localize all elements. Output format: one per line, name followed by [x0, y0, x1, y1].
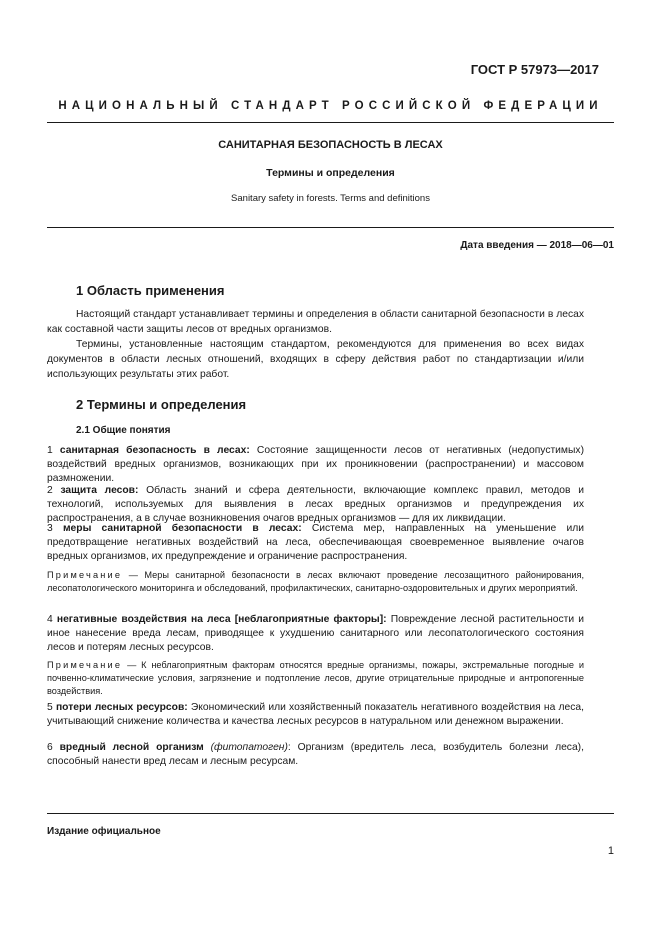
standard-title: САНИТАРНАЯ БЕЗОПАСНОСТЬ В ЛЕСАХ — [218, 139, 443, 151]
note-label: Примечание — [47, 570, 123, 580]
note-text: — К неблагоприятным факторам относятся вредные организмы, пожары, экстремальные погодные и почвенно-климатические условия, загрязнение и подтопление лесов, другие отрицательные природные и антропогенные воздействия. — [47, 660, 584, 696]
term-number: 4 — [47, 614, 53, 625]
term-entry-3 — [47, 522, 584, 564]
term-name: санитарная безопасность в лесах: — [59, 445, 250, 456]
term-definition: Состояние защищенности лесов от негативных (недопустимых) воздействий вредных организмов, возникающих при их проникновении (распространении) и массовом размножении. — [47, 445, 584, 484]
term-definition: Область знаний и сфера деятельности, включающие комплекс правил, методов и технологий, используемых для выявления в лесах вредных организмов и предупреждения их распространения, а в случае возникновения очагов вредных организмов — для их ликвидации. — [47, 485, 584, 524]
term-number: 2 — [47, 485, 53, 496]
term-definition: Система мер, направленных на уменьшение или предотвращение негативных воздействий на леса, обеспечивающая своевременное выявление очагов вредных организмов, их предупреждение и ограничение распространения. — [47, 523, 584, 562]
term-number: 3 — [47, 523, 53, 534]
term-number: 5 — [47, 702, 53, 713]
term-definition: Экономический или хозяйственный показатель негативного воздействия на леса, учитывающий снижение количества и качества лесных ресурсов в натуральном или денежном выражении. — [47, 702, 584, 727]
effective-date: Дата введения — 2018—06—01 — [460, 240, 614, 251]
national-standard-header: НАЦИОНАЛЬНЫЙ СТАНДАРТ РОССИЙСКОЙ ФЕДЕРАЦИИ — [58, 100, 603, 112]
term-entry-5 — [47, 701, 584, 729]
term-entry-1 — [47, 444, 584, 486]
section-1-paragraph-2: Термины, установленные настоящим стандартом, рекомендуются для применения во всех видах документов в области лесных отношений, входящих в сферу действия работ по стандартизации и/или использующих результаты этих работ. — [47, 339, 584, 380]
document-number: ГОСТ Р 57973—2017 — [470, 62, 599, 77]
title-divider — [47, 227, 614, 228]
note-2 — [47, 659, 584, 698]
header-divider — [47, 122, 614, 123]
footer-divider — [47, 813, 614, 814]
term-number: 1 — [47, 445, 53, 456]
section-1-heading: 1 Область применения — [76, 283, 225, 298]
page-number: 1 — [607, 845, 614, 857]
term-entry-2 — [47, 484, 584, 526]
term-entry-6 — [47, 741, 584, 769]
note-1 — [47, 569, 584, 595]
term-colon: : — [287, 742, 291, 753]
term-name: вредный лесной организм — [59, 742, 204, 753]
section-2-heading: 2 Термины и определения — [76, 397, 247, 412]
term-name: меры санитарной безопасности в лесах: — [62, 523, 302, 534]
note-label: Примечание — [47, 660, 123, 670]
english-title: Sanitary safety in forests. Terms and definitions — [231, 193, 430, 204]
standard-subtitle: Термины и определения — [266, 167, 395, 179]
term-name: потери лесных ресурсов: — [55, 702, 188, 713]
term-definition: Организм (вредитель леса, возбудитель болезни леса), способный нанести вред лесам и лесным ресурсам. — [47, 742, 584, 767]
term-synonym: (фитопатоген) — [210, 742, 288, 753]
term-definition: Повреждение лесной растительности и иное нанесение вреда лесам, приводящее к ухудшению санитарного или лесопатологического состояния лесов и потерям лесных ресурсов. — [47, 614, 585, 653]
term-name: негативные воздействия на леса [неблагоприятные факторы]: — [56, 614, 387, 625]
term-name: защита лесов: — [60, 485, 139, 496]
term-entry-4 — [47, 613, 584, 655]
note-text: — Меры санитарной безопасности в лесах включают проведение лесозащитного районирования, лесопатологического мониторинга и обследований, профилактических, санитарно-оздоровительных и других мероприятий. — [47, 570, 584, 593]
term-number: 6 — [47, 742, 53, 753]
official-edition-label: Издание официальное — [47, 826, 161, 837]
section-1-paragraph-1: Настоящий стандарт устанавливает термины и определения в области санитарной безопасности в лесах как составной части защиты лесов от вредных организмов. — [47, 309, 584, 335]
subsection-2-1-heading: 2.1 Общие понятия — [76, 425, 171, 436]
